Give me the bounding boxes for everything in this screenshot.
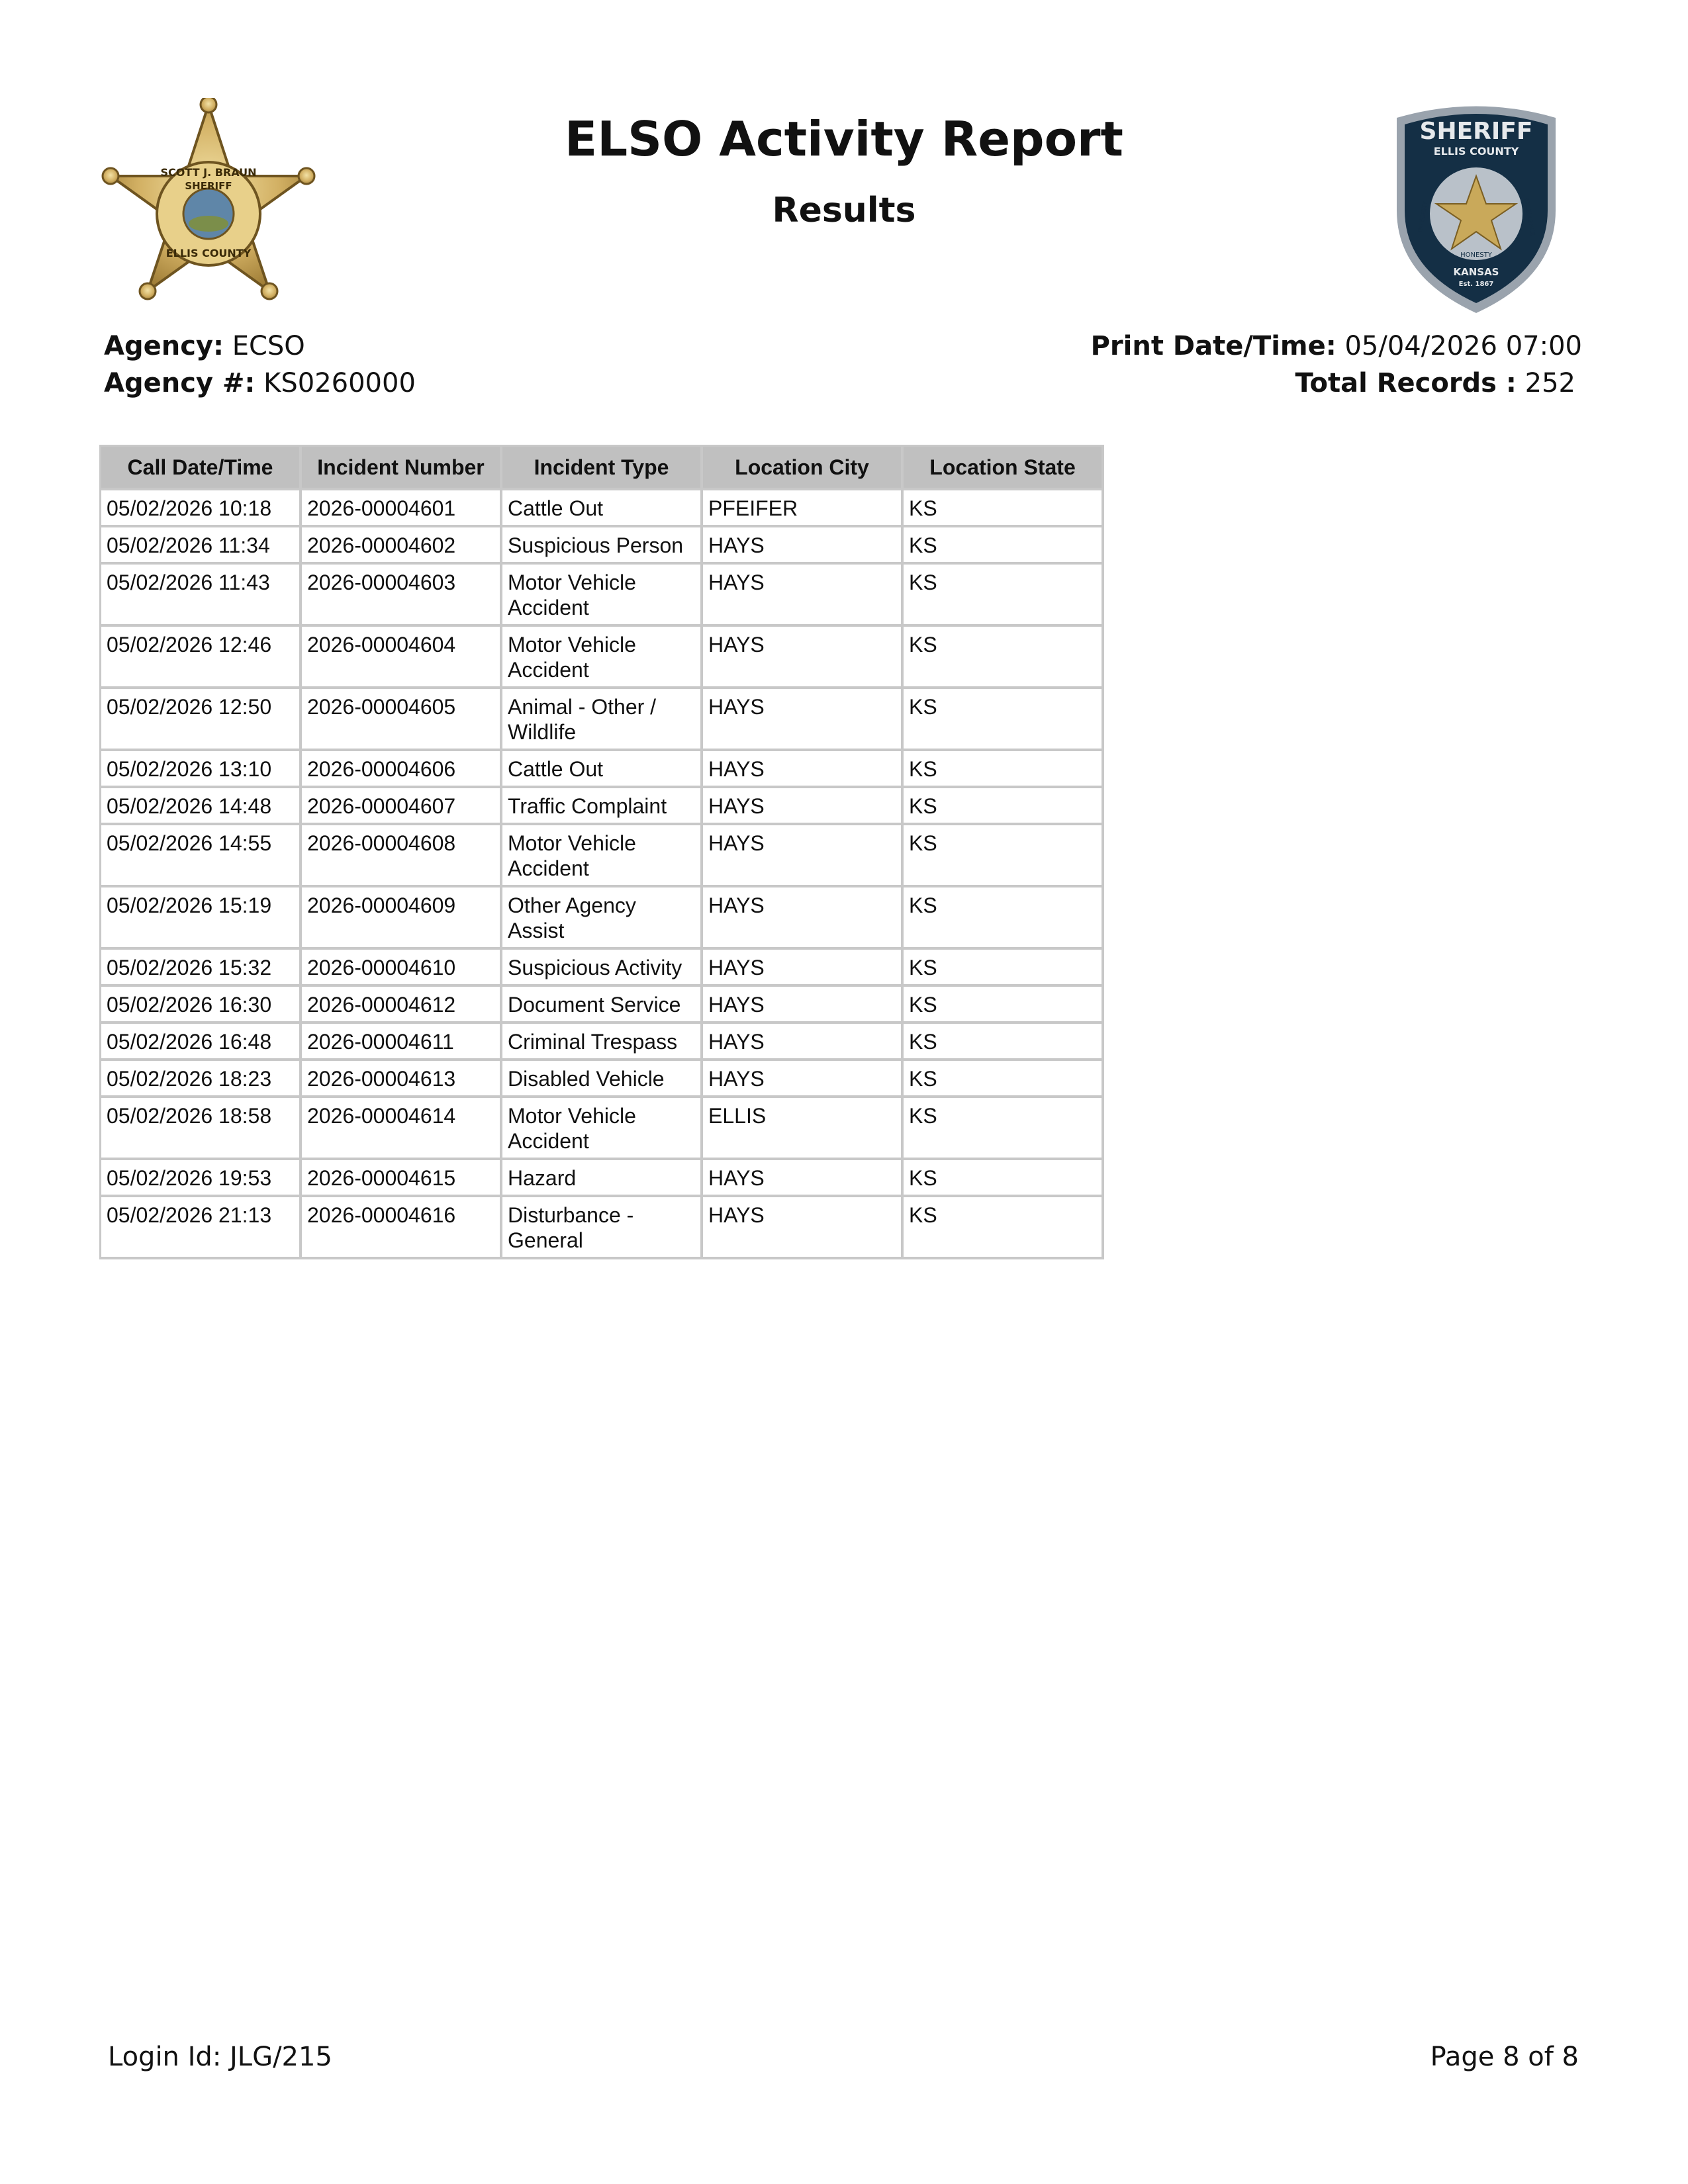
- cell-call-datetime: 05/02/2026 16:48: [101, 1024, 302, 1061]
- cell-incident-number: 2026-00004606: [302, 751, 502, 788]
- cell-incident-type: Motor Vehicle Accident: [502, 565, 703, 627]
- svg-text:ELLIS COUNTY: ELLIS COUNTY: [1433, 145, 1519, 158]
- cell-location-city: HAYS: [703, 689, 904, 751]
- svg-text:ELLIS COUNTY: ELLIS COUNTY: [165, 247, 252, 259]
- print-datetime-value: 05/04/2026 07:00: [1344, 331, 1582, 361]
- cell-location-city: PFEIFER: [703, 490, 904, 527]
- cell-location-state: KS: [904, 987, 1104, 1024]
- cell-incident-type: Motor Vehicle Accident: [502, 1098, 703, 1160]
- cell-call-datetime: 05/02/2026 16:30: [101, 987, 302, 1024]
- cell-incident-type: Suspicious Activity: [502, 950, 703, 987]
- cell-incident-number: 2026-00004605: [302, 689, 502, 751]
- cell-incident-type: Criminal Trespass: [502, 1024, 703, 1061]
- cell-location-state: KS: [904, 788, 1104, 825]
- cell-incident-type: Motor Vehicle Accident: [502, 825, 703, 887]
- total-records-value: 252: [1524, 368, 1575, 398]
- table-row: [101, 987, 1104, 1024]
- total-records-label: Total Records :: [1295, 368, 1517, 398]
- cell-incident-number: 2026-00004614: [302, 1098, 502, 1160]
- cell-location-city: HAYS: [703, 527, 904, 565]
- cell-incident-number: 2026-00004601: [302, 490, 502, 527]
- cell-incident-number: 2026-00004603: [302, 565, 502, 627]
- table-row: [101, 825, 1104, 887]
- cell-location-city: HAYS: [703, 1061, 904, 1098]
- page-number: Page 8 of 8: [1430, 2042, 1579, 2072]
- agency-label: Agency:: [104, 331, 224, 361]
- cell-call-datetime: 05/02/2026 21:13: [101, 1197, 302, 1259]
- cell-incident-type: Other Agency Assist: [502, 887, 703, 950]
- column-header-incident-number: Incident Number: [302, 447, 502, 490]
- svg-text:HONESTY: HONESTY: [1460, 251, 1492, 259]
- table-row: [101, 1098, 1104, 1160]
- cell-call-datetime: 05/02/2026 10:18: [101, 490, 302, 527]
- cell-call-datetime: 05/02/2026 19:53: [101, 1160, 302, 1197]
- cell-call-datetime: 05/02/2026 11:43: [101, 565, 302, 627]
- column-header-call-datetime: Call Date/Time: [101, 447, 302, 490]
- cell-incident-type: Suspicious Person: [502, 527, 703, 565]
- cell-incident-type: Hazard: [502, 1160, 703, 1197]
- agency-value: ECSO: [232, 331, 305, 361]
- cell-location-city: HAYS: [703, 987, 904, 1024]
- column-header-location-state: Location State: [904, 447, 1104, 490]
- cell-incident-number: 2026-00004616: [302, 1197, 502, 1259]
- cell-incident-number: 2026-00004602: [302, 527, 502, 565]
- cell-location-state: KS: [904, 565, 1104, 627]
- total-records-line: [1295, 368, 1576, 398]
- cell-incident-number: 2026-00004607: [302, 788, 502, 825]
- column-header-incident-type: Incident Type: [502, 447, 703, 490]
- cell-location-city: HAYS: [703, 1024, 904, 1061]
- cell-call-datetime: 05/02/2026 14:55: [101, 825, 302, 887]
- table-row: [101, 1160, 1104, 1197]
- agency-number-label: Agency #:: [104, 368, 256, 398]
- agency-number-value: KS0260000: [263, 368, 416, 398]
- cell-incident-number: 2026-00004611: [302, 1024, 502, 1061]
- cell-location-city: HAYS: [703, 751, 904, 788]
- table-row: [101, 1024, 1104, 1061]
- cell-incident-type: Document Service: [502, 987, 703, 1024]
- table-row: [101, 887, 1104, 950]
- svg-text:INTEGRITY: INTEGRITY: [1417, 201, 1430, 233]
- svg-text:SHERIFF: SHERIFF: [185, 180, 232, 192]
- table-body: [101, 490, 1104, 1259]
- cell-call-datetime: 05/02/2026 11:34: [101, 527, 302, 565]
- cell-location-state: KS: [904, 490, 1104, 527]
- agency-number-line: [104, 368, 416, 398]
- print-datetime-line: [1091, 331, 1582, 361]
- table-row: [101, 788, 1104, 825]
- table-row: [101, 1061, 1104, 1098]
- cell-incident-type: Traffic Complaint: [502, 788, 703, 825]
- cell-call-datetime: 05/02/2026 12:50: [101, 689, 302, 751]
- table-row: [101, 751, 1104, 788]
- column-header-location-city: Location City: [703, 447, 904, 490]
- cell-incident-number: 2026-00004612: [302, 987, 502, 1024]
- svg-text:SCOTT J. BRAUN: SCOTT J. BRAUN: [160, 166, 257, 179]
- cell-call-datetime: 05/02/2026 15:32: [101, 950, 302, 987]
- agency-line: [104, 331, 305, 361]
- cell-location-state: KS: [904, 527, 1104, 565]
- cell-location-state: KS: [904, 825, 1104, 887]
- table-row: [101, 950, 1104, 987]
- cell-incident-number: 2026-00004608: [302, 825, 502, 887]
- table-row: [101, 689, 1104, 751]
- cell-call-datetime: 05/02/2026 14:48: [101, 788, 302, 825]
- cell-incident-type: Motor Vehicle Accident: [502, 627, 703, 689]
- table-row: [101, 527, 1104, 565]
- cell-location-state: KS: [904, 1098, 1104, 1160]
- cell-location-city: HAYS: [703, 788, 904, 825]
- svg-text:KANSAS: KANSAS: [1453, 266, 1499, 278]
- cell-incident-type: Animal - Other / Wildlife: [502, 689, 703, 751]
- table-row: [101, 490, 1104, 527]
- cell-location-state: KS: [904, 751, 1104, 788]
- cell-call-datetime: 05/02/2026 18:23: [101, 1061, 302, 1098]
- cell-location-city: HAYS: [703, 1197, 904, 1259]
- cell-incident-type: Cattle Out: [502, 490, 703, 527]
- cell-location-state: KS: [904, 1061, 1104, 1098]
- cell-location-city: HAYS: [703, 825, 904, 887]
- svg-text:SHERIFF: SHERIFF: [1419, 118, 1533, 145]
- cell-incident-number: 2026-00004615: [302, 1160, 502, 1197]
- print-datetime-label: Print Date/Time:: [1090, 331, 1336, 361]
- cell-incident-type: Disturbance - General: [502, 1197, 703, 1259]
- cell-incident-number: 2026-00004609: [302, 887, 502, 950]
- cell-location-city: HAYS: [703, 627, 904, 689]
- report-title: ELSO Activity Report: [565, 111, 1123, 167]
- table-header-row: [101, 447, 1104, 490]
- cell-location-city: HAYS: [703, 887, 904, 950]
- cell-location-state: KS: [904, 1024, 1104, 1061]
- incident-table: [99, 445, 1104, 1259]
- login-id: Login Id: JLG/215: [108, 2042, 332, 2072]
- cell-location-state: KS: [904, 627, 1104, 689]
- cell-location-state: KS: [904, 1160, 1104, 1197]
- svg-text:Est. 1867: Est. 1867: [1458, 281, 1494, 288]
- cell-incident-type: Cattle Out: [502, 751, 703, 788]
- cell-location-state: KS: [904, 950, 1104, 987]
- cell-incident-type: Disabled Vehicle: [502, 1061, 703, 1098]
- table-row: [101, 565, 1104, 627]
- report-subtitle: Results: [772, 191, 916, 230]
- cell-location-city: HAYS: [703, 565, 904, 627]
- cell-location-city: HAYS: [703, 1160, 904, 1197]
- cell-location-state: KS: [904, 689, 1104, 751]
- table-row: [101, 1197, 1104, 1259]
- cell-location-state: KS: [904, 887, 1104, 950]
- cell-location-city: ELLIS: [703, 1098, 904, 1160]
- svg-text:EXCELLENCE: EXCELLENCE: [1523, 197, 1536, 236]
- cell-incident-number: 2026-00004610: [302, 950, 502, 987]
- cell-location-state: KS: [904, 1197, 1104, 1259]
- table-row: [101, 627, 1104, 689]
- cell-call-datetime: 05/02/2026 12:46: [101, 627, 302, 689]
- cell-incident-number: 2026-00004604: [302, 627, 502, 689]
- cell-call-datetime: 05/02/2026 18:58: [101, 1098, 302, 1160]
- cell-call-datetime: 05/02/2026 15:19: [101, 887, 302, 950]
- cell-incident-number: 2026-00004613: [302, 1061, 502, 1098]
- cell-location-city: HAYS: [703, 950, 904, 987]
- cell-call-datetime: 05/02/2026 13:10: [101, 751, 302, 788]
